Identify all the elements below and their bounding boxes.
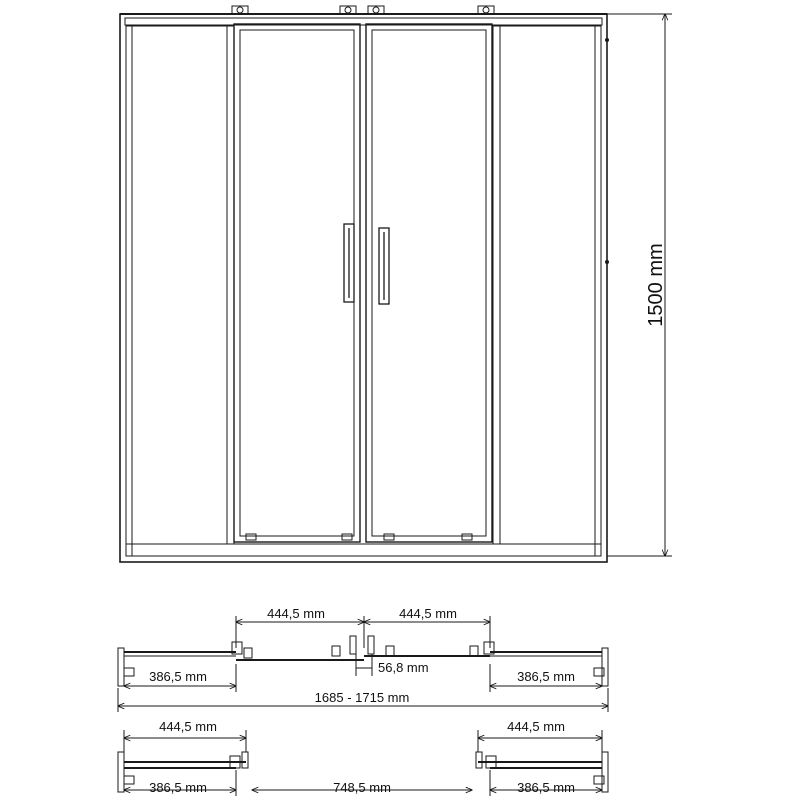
open-opening-label: 748,5 mm xyxy=(333,780,391,795)
front-view xyxy=(120,6,609,562)
open-right-panel-label: 386,5 mm xyxy=(517,780,575,795)
open-left-door-label: 444,5 mm xyxy=(159,719,217,734)
closed-left-door-label: 444,5 mm xyxy=(267,606,325,621)
left-fixed-panel xyxy=(126,26,234,556)
closed-overlap-label: 56,8 mm xyxy=(378,660,429,675)
outer-frame xyxy=(120,14,607,562)
right-fixed-panel xyxy=(493,26,601,556)
open-left-panel-label: 386,5 mm xyxy=(149,780,207,795)
right-sliding-door xyxy=(366,6,494,542)
closed-total-width-label: 1685 - 1715 mm xyxy=(314,690,410,705)
top-rail xyxy=(125,18,602,25)
left-sliding-door xyxy=(232,6,360,542)
open-right-door-label: 444,5 mm xyxy=(507,719,565,734)
closed-right-panel-label: 386,5 mm xyxy=(517,669,575,684)
closed-right-door-label: 444,5 mm xyxy=(399,606,457,621)
closed-left-panel-label: 386,5 mm xyxy=(149,669,207,684)
height-label: 1500 mm xyxy=(645,243,667,327)
bottom-threshold xyxy=(126,544,601,556)
